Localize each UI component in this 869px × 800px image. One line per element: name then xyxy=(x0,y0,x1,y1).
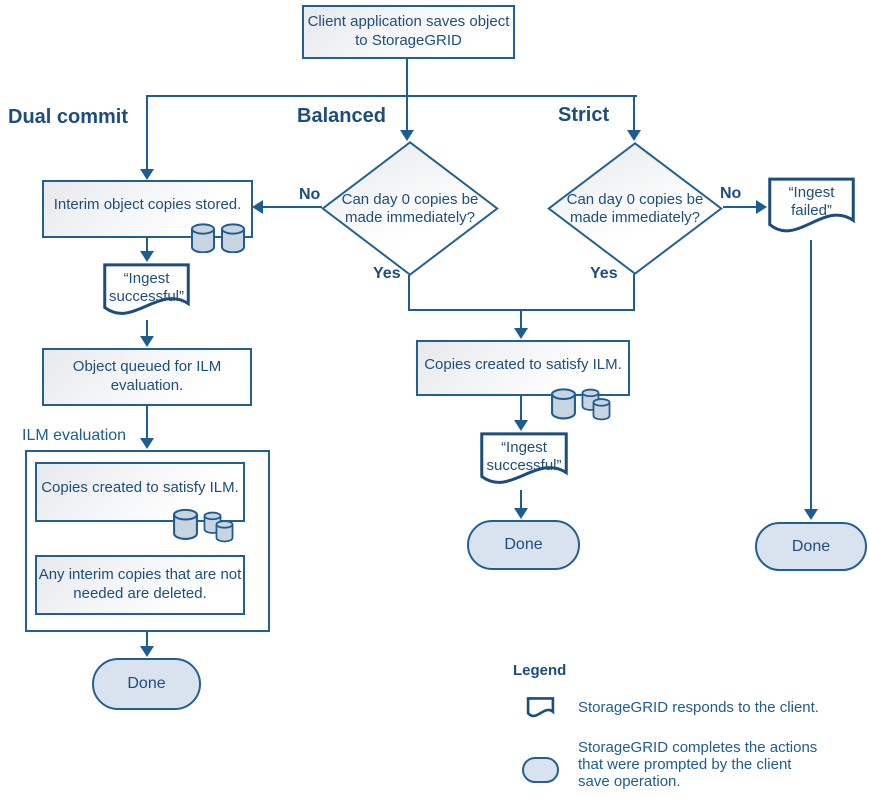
done-label: Done xyxy=(791,537,831,555)
storage-cylinder-icon xyxy=(550,386,577,421)
ingest-failed-document xyxy=(768,177,855,239)
strict-no-label: No xyxy=(720,185,742,202)
balanced-decision-question: Can day 0 copies be made immediately? xyxy=(341,190,479,226)
branch-label-balanced: Balanced xyxy=(297,105,386,127)
arrowhead-into-interim-box xyxy=(140,169,154,180)
connector-balanced-no xyxy=(262,206,322,208)
balanced-decision-diamond xyxy=(321,141,499,276)
start-node xyxy=(302,5,515,59)
done-node-dual-commit xyxy=(92,658,201,710)
interim-deleted-box xyxy=(35,555,245,615)
balanced-no-label: No xyxy=(299,186,321,203)
ingest-failed-label: “Ingest failed” xyxy=(788,184,835,220)
legend-stadium-meaning: StorageGRID completes the actions that were prompted by the client save operation. xyxy=(578,739,818,790)
arrowhead-into-done-mid xyxy=(514,508,528,519)
connector-failed-to-done xyxy=(810,240,812,510)
storage-cylinder-icon xyxy=(592,396,611,422)
storage-cylinder-icon xyxy=(215,518,234,544)
object-queued-box xyxy=(42,348,252,406)
strict-decision-question: Can day 0 copies be made immediately? xyxy=(566,190,704,226)
copies-created-label: Copies created to satisfy ILM. xyxy=(41,478,239,496)
connector-ilm-to-done xyxy=(146,632,148,647)
legend-title: Legend xyxy=(513,662,567,679)
arrowhead-into-copies-box xyxy=(514,328,528,339)
connector-doc-to-queued xyxy=(146,320,148,337)
legend-stadium-icon xyxy=(522,757,559,783)
connector-queued-to-ilm xyxy=(146,406,148,439)
legend-document-icon xyxy=(527,697,554,719)
connector-strict-no xyxy=(723,206,757,208)
done-label: Done xyxy=(504,536,543,553)
ilm-evaluation-label: ILM evaluation xyxy=(22,427,127,444)
connector-doc-to-done-mid xyxy=(520,490,522,509)
done-node-strict xyxy=(755,522,867,571)
legend-document-meaning: StorageGRID responds to the client. xyxy=(578,699,819,716)
arrowhead-into-balanced-diamond xyxy=(400,130,414,141)
arrowhead-into-done-left xyxy=(140,646,154,657)
storage-cylinder-icon xyxy=(172,507,199,541)
object-queued-label: Object queued for ILM evaluation. xyxy=(72,358,222,394)
arrowhead-into-queued-box xyxy=(140,336,154,347)
branch-label-strict: Strict xyxy=(558,104,610,126)
connector-copies-to-doc xyxy=(520,396,522,421)
copies-created-label: Copies created to satisfy ILM. xyxy=(424,355,622,373)
balanced-yes-label: Yes xyxy=(373,265,401,282)
arrowhead-into-ingest-successful-left xyxy=(140,251,154,262)
strict-yes-label: Yes xyxy=(590,265,618,282)
connector-interim-to-doc xyxy=(146,238,148,252)
connector-balanced-down xyxy=(406,95,408,131)
arrowhead-into-ingest-successful-mid xyxy=(514,420,528,431)
connector-dualcommit-down xyxy=(146,95,148,169)
interim-deleted-label: Any interim copies that are not needed are deleted. xyxy=(38,566,242,602)
branch-label-dual-commit: Dual commit xyxy=(8,106,129,128)
done-node-balanced xyxy=(467,520,580,570)
done-label: Done xyxy=(127,675,166,692)
ingest-successful-label: “Ingest successful” xyxy=(486,439,562,475)
connector-balanced-yes-down xyxy=(408,275,410,311)
arrowhead-into-strict-diamond xyxy=(627,130,641,141)
arrowhead-into-done-right xyxy=(804,509,818,520)
storage-cylinder-icon xyxy=(220,223,246,253)
connector-strict-yes-down xyxy=(633,274,635,311)
arrowhead-balanced-no xyxy=(252,200,263,214)
connector-branch-horizontal xyxy=(147,95,637,97)
interim-copies-label: Interim object copies stored. xyxy=(53,195,242,213)
connector-strict-down xyxy=(633,95,635,131)
ingest-successful-label: “Ingest successful” xyxy=(108,270,185,306)
ingest-successful-document-mid xyxy=(480,432,568,490)
start-node-label: Client application saves object to StorageGRID xyxy=(307,13,510,49)
arrowhead-strict-no xyxy=(756,200,767,214)
connector-merge-down xyxy=(520,311,522,329)
arrowhead-into-ilm-container xyxy=(140,438,154,449)
ingest-successful-document-left xyxy=(103,263,190,321)
strict-decision-diamond xyxy=(547,142,723,275)
connector-start-down xyxy=(406,59,408,97)
storage-cylinder-icon xyxy=(190,223,216,253)
